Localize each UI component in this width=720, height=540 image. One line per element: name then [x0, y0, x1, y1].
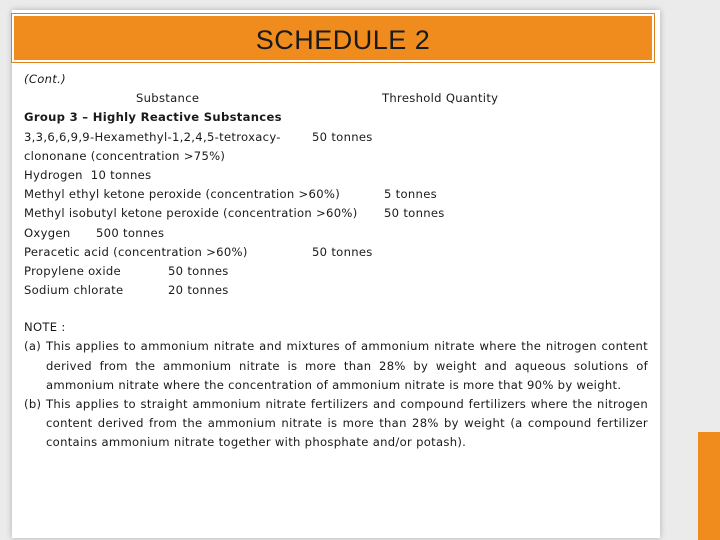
substance-name: Methyl ethyl ketone peroxide (concentration >60%): [24, 187, 341, 202]
substance-quantity: 5 tonnes: [384, 187, 437, 202]
substance-name: 3,3,6,6,9,9-Hexamethyl-1,2,4,5-tetroxacy-: [24, 129, 281, 144]
table-row: [24, 166, 648, 185]
cont-label: (Cont.): [24, 72, 66, 86]
substance-quantity: 10 tonnes: [90, 167, 152, 182]
note-item: [24, 395, 648, 453]
note-text: This applies to straight ammonium nitrate fertilizers and compound fertilizers where the nitrogen content derived from the ammonium nitrate is more than 28% by weight (a compound fertilizer contains ammonium nitrate together with phosphate and/or potash).: [46, 397, 648, 450]
substance-name: Sodium chlorate: [24, 283, 124, 298]
note-heading: NOTE :: [24, 320, 66, 335]
substance-name: Propylene oxide: [24, 263, 121, 278]
table-row: [24, 243, 648, 262]
note-text: This applies to ammonium nitrate and mixtures of ammonium nitrate where the nitrogen content derived from the ammonium nitrate is more than 28% by weight and aqueous solutions of ammonium nitrate where the concentration of ammonium nitrate is more that 90% by weight.: [46, 339, 648, 392]
table-row: [24, 185, 648, 204]
header-threshold: Threshold Quantity: [382, 91, 499, 106]
substance-quantity: 50 tonnes: [312, 244, 373, 259]
substance-quantity: 50 tonnes: [312, 129, 373, 144]
table-row: [24, 224, 648, 243]
substance-name: Methyl isobutyl ketone peroxide (concentration >60%): [24, 206, 358, 221]
table-row: [24, 128, 648, 147]
table-row: [24, 204, 648, 223]
substance-name: Oxygen: [24, 225, 71, 240]
header-substance: Substance: [136, 91, 200, 106]
table-row: [24, 262, 648, 281]
table-row: [24, 281, 648, 300]
table-header: [24, 89, 648, 108]
table-row-continuation: [24, 147, 648, 166]
substance-name: Peracetic acid (concentration >60%): [24, 244, 248, 259]
slide-content: [24, 70, 648, 453]
substance-name-cont: clononane (concentration >75%): [24, 148, 226, 163]
orange-accent-bar: [698, 432, 720, 540]
note-item: [24, 337, 648, 395]
substance-quantity: 500 tonnes: [96, 225, 165, 240]
slide-title: SCHEDULE 2: [255, 24, 431, 55]
notes-section: [24, 318, 648, 452]
note-label: (b): [24, 397, 42, 412]
title-bar: [12, 14, 654, 62]
substance-quantity: 20 tonnes: [168, 283, 229, 298]
substance-quantity: 50 tonnes: [168, 263, 229, 278]
substance-name: Hydrogen: [24, 167, 83, 182]
note-label: (a): [24, 339, 42, 354]
substance-quantity: 50 tonnes: [384, 206, 445, 221]
group-heading: Group 3 – Highly Reactive Substances: [24, 110, 282, 125]
